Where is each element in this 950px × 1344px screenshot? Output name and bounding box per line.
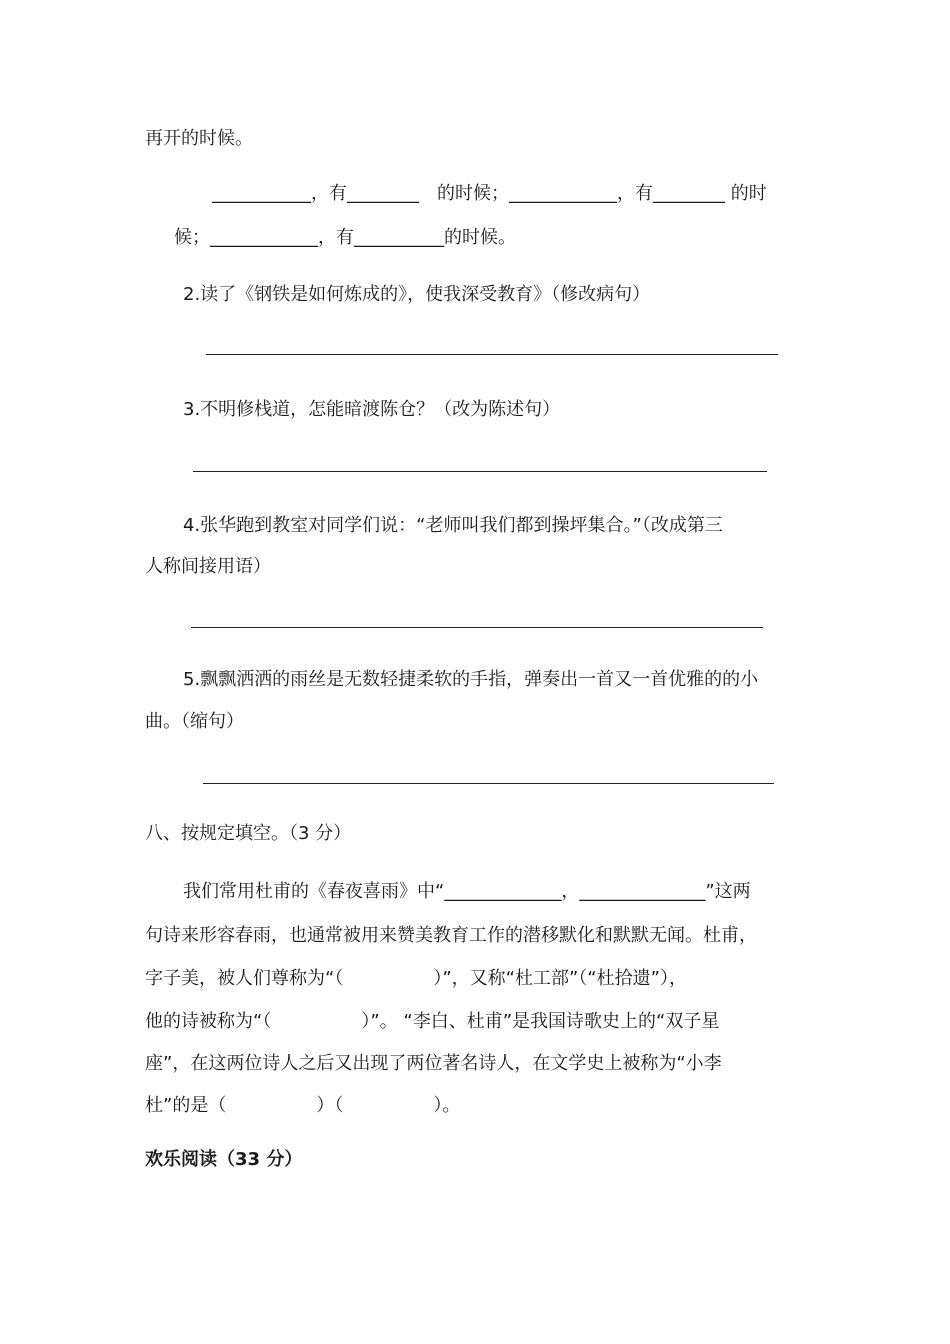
q1-blanks-line2: 候；____________，有__________的时候。 (174, 227, 516, 248)
answer-line-3[interactable] (193, 471, 767, 472)
question-4-line1: 4.张华跑到教室对同学们说：“老师叫我们都到操坪集合。”（改成第三 (183, 515, 723, 536)
section-8-para-line2: 句诗来形容春雨，也通常被用来赞美教育工作的潜移默化和默默无闻。杜甫， (145, 925, 757, 946)
question-4-line2: 人称间接用语） (145, 556, 271, 577)
question-2: 2.读了《钢铁是如何炼成的》，使我深受教育》（修改病句） (183, 284, 651, 305)
q1-blanks-line1: ___________，有________ 的时候；____________，有________ 的时 (212, 183, 767, 204)
question-5-line1: 5.飘飘洒洒的雨丝是无数轻捷柔软的手指，弹奏出一首又一首优雅的的小 (183, 669, 759, 690)
section-8-para-line1: 我们常用杜甫的《春夜喜雨》中“_____________，______________”这两 (183, 881, 751, 902)
section-8-para-line6: 杜”的是（ ）（ ）。 (145, 1095, 461, 1116)
section-8-para-line5: 座”，在这两位诗人之后又出现了两位著名诗人，在文学史上被称为“小李 (145, 1053, 722, 1074)
answer-line-5[interactable] (203, 783, 774, 784)
section-8-para-line4: 他的诗被称为“（ ）”。 “李白、杜甫”是我国诗歌史上的“双子星 (145, 1011, 720, 1032)
answer-line-4[interactable] (191, 627, 763, 628)
answer-line-2[interactable] (206, 354, 778, 355)
question-5-line2: 曲。（缩句） (145, 711, 244, 732)
reading-heading: 欢乐阅读（33 分） (145, 1149, 303, 1170)
section-8-para-line3: 字子美，被人们尊称为“（ ）”，又称“杜工部”（“杜拾遗”）， (145, 968, 687, 989)
q1-continuation: 再开的时候。 (145, 128, 253, 149)
question-3: 3.不明修栈道，怎能暗渡陈仓？（改为陈述句） (183, 399, 561, 420)
section-8-heading: 八、按规定填空。（3 分） (145, 823, 352, 844)
